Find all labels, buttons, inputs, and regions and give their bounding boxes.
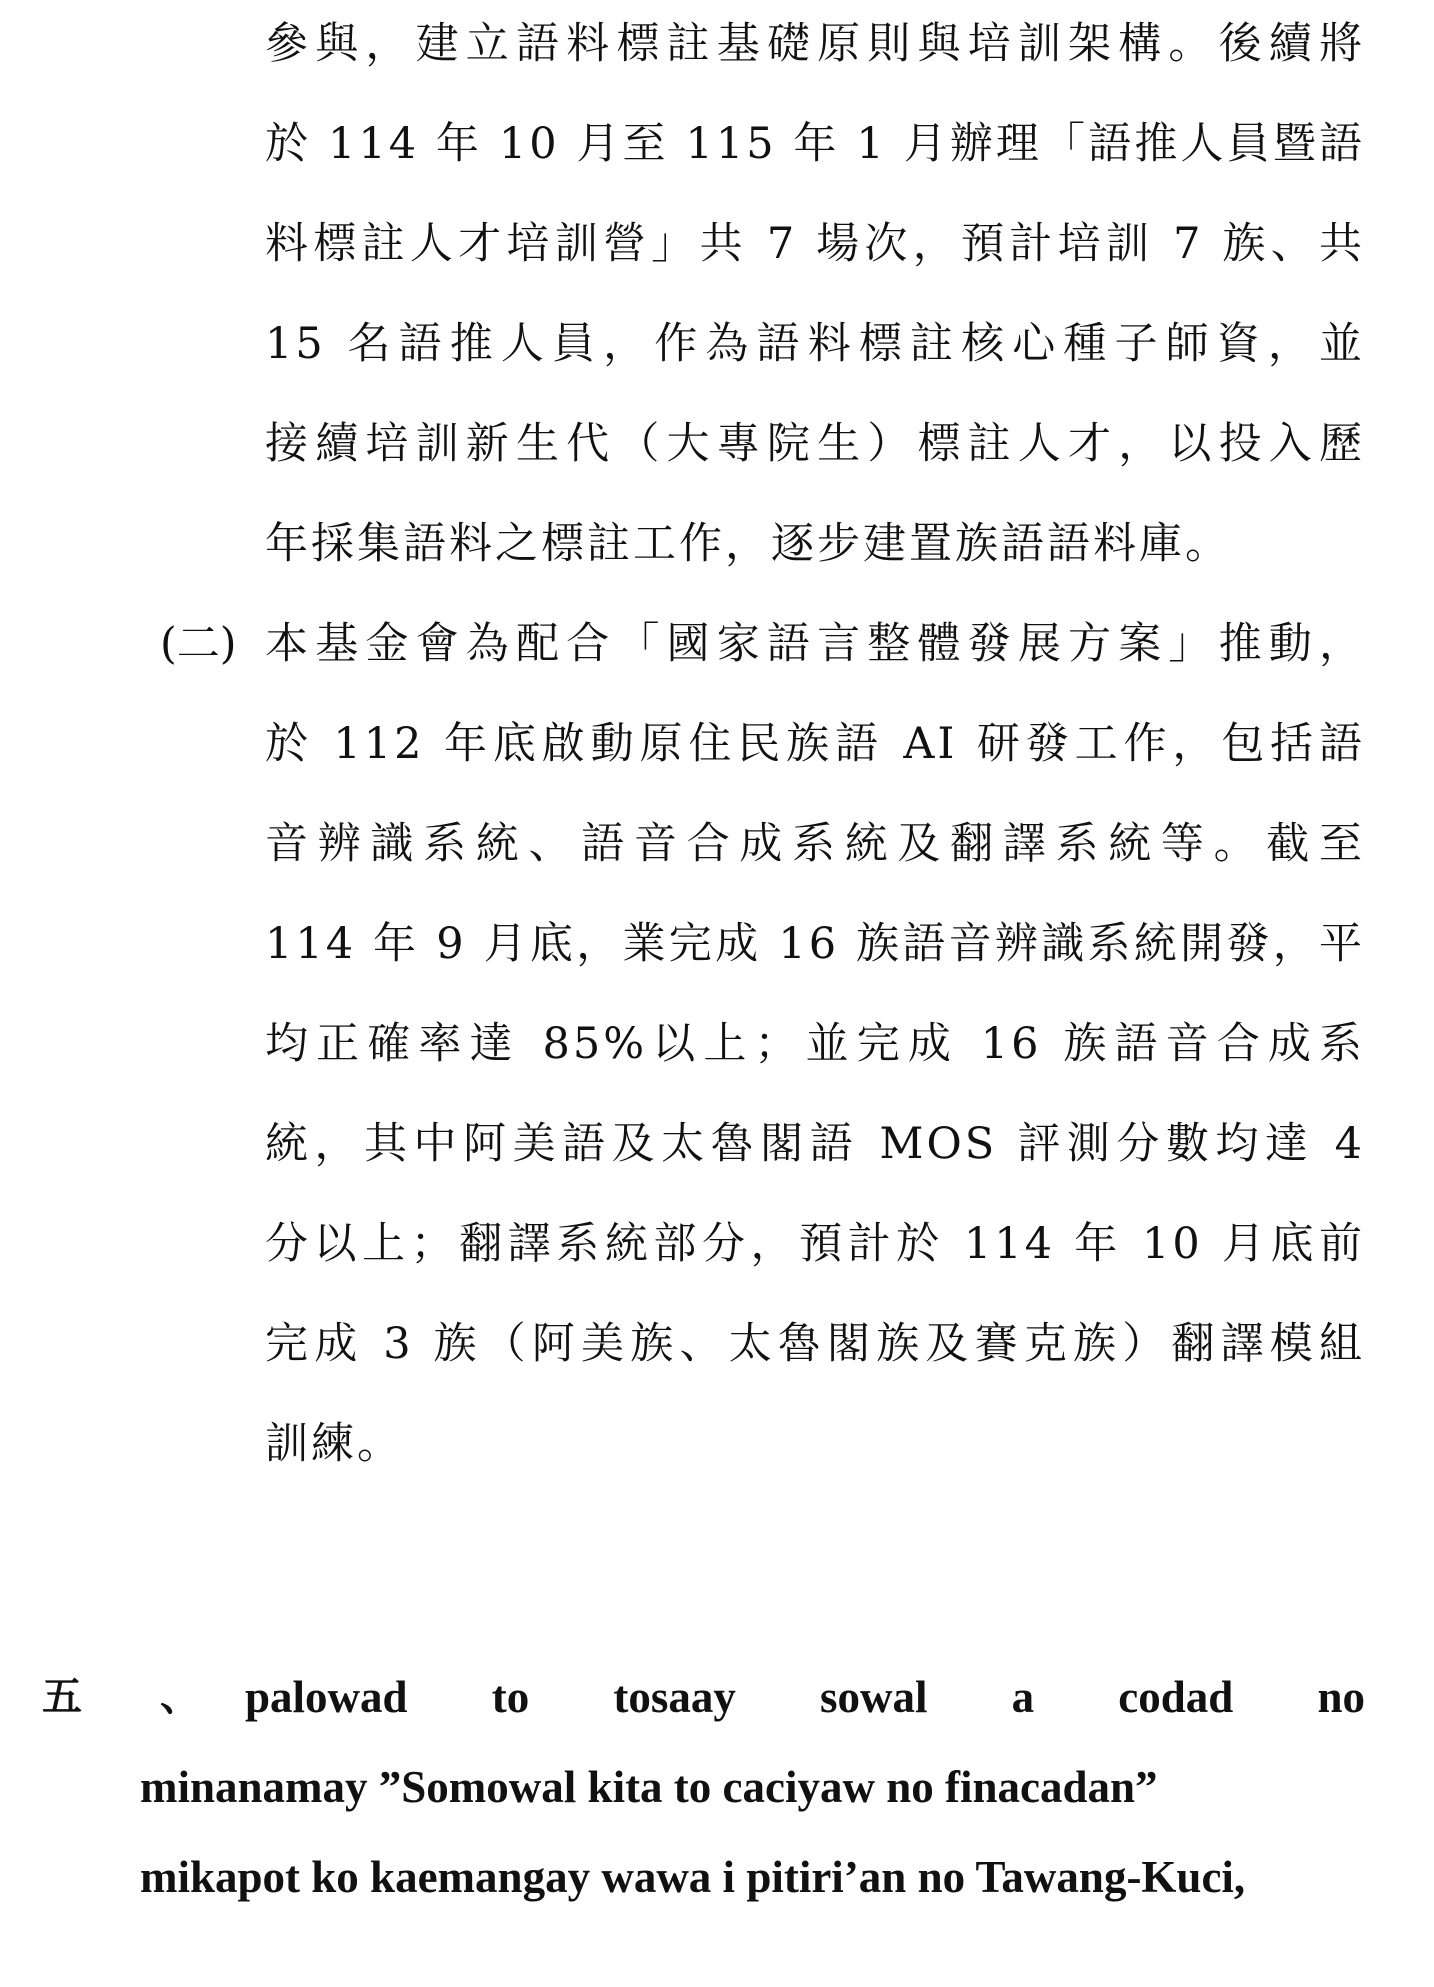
text-line: 參與，建立語料標註基礎原則與培訓架構。後續將 — [265, 19, 1365, 69]
text-line: 接續培訓新生代（大專院生）標註人才，以投入歷 — [265, 419, 1365, 469]
text-line: 統，其中阿美語及太魯閣語 MOS 評測分數均達 4 — [265, 1119, 1365, 1169]
text-line: 本基金會為配合「國家語言整體發展方案」推動， — [265, 619, 1365, 669]
text-line: 訓練。 — [265, 1419, 403, 1469]
section-separator: 、 — [160, 1674, 200, 1720]
text-line: 於 114 年 10 月至 115 年 1 月辦理「語推人員暨語 — [265, 119, 1365, 169]
section-number: 五 — [42, 1674, 82, 1720]
text-line: 音辨識系統、語音合成系統及翻譯系統等。截至 — [265, 819, 1365, 869]
text-line: 15 名語推人員，作為語料標註核心種子師資，並 — [265, 319, 1365, 369]
text-line: 年採集語料之標註工作，逐步建置族語語料庫。 — [265, 519, 1231, 569]
text-line: 於 112 年底啟動原住民族語 AI 研發工作，包括語 — [265, 719, 1365, 769]
list-marker: (二) — [160, 619, 237, 669]
section-heading-line: palowad to tosaay sowal a codad no — [245, 1672, 1365, 1722]
section-heading-line: mikapot ko kaemangay wawa i pitiri’an no Tawang-Kuci, — [140, 1852, 1246, 1902]
section-heading-line: minanamay ”Somowal kita to caciyaw no finacadan” — [140, 1762, 1158, 1812]
text-line: 完成 3 族（阿美族、太魯閣族及賽克族）翻譯模組 — [265, 1319, 1365, 1369]
text-line: 料標註人才培訓營」共 7 場次，預計培訓 7 族、共 — [265, 219, 1365, 269]
text-line: 114 年 9 月底，業完成 16 族語音辨識系統開發，平 — [265, 919, 1365, 969]
text-line: 分以上；翻譯系統部分，預計於 114 年 10 月底前 — [265, 1219, 1365, 1269]
text-line: 均正確率達 85%以上；並完成 16 族語音合成系 — [265, 1019, 1365, 1069]
